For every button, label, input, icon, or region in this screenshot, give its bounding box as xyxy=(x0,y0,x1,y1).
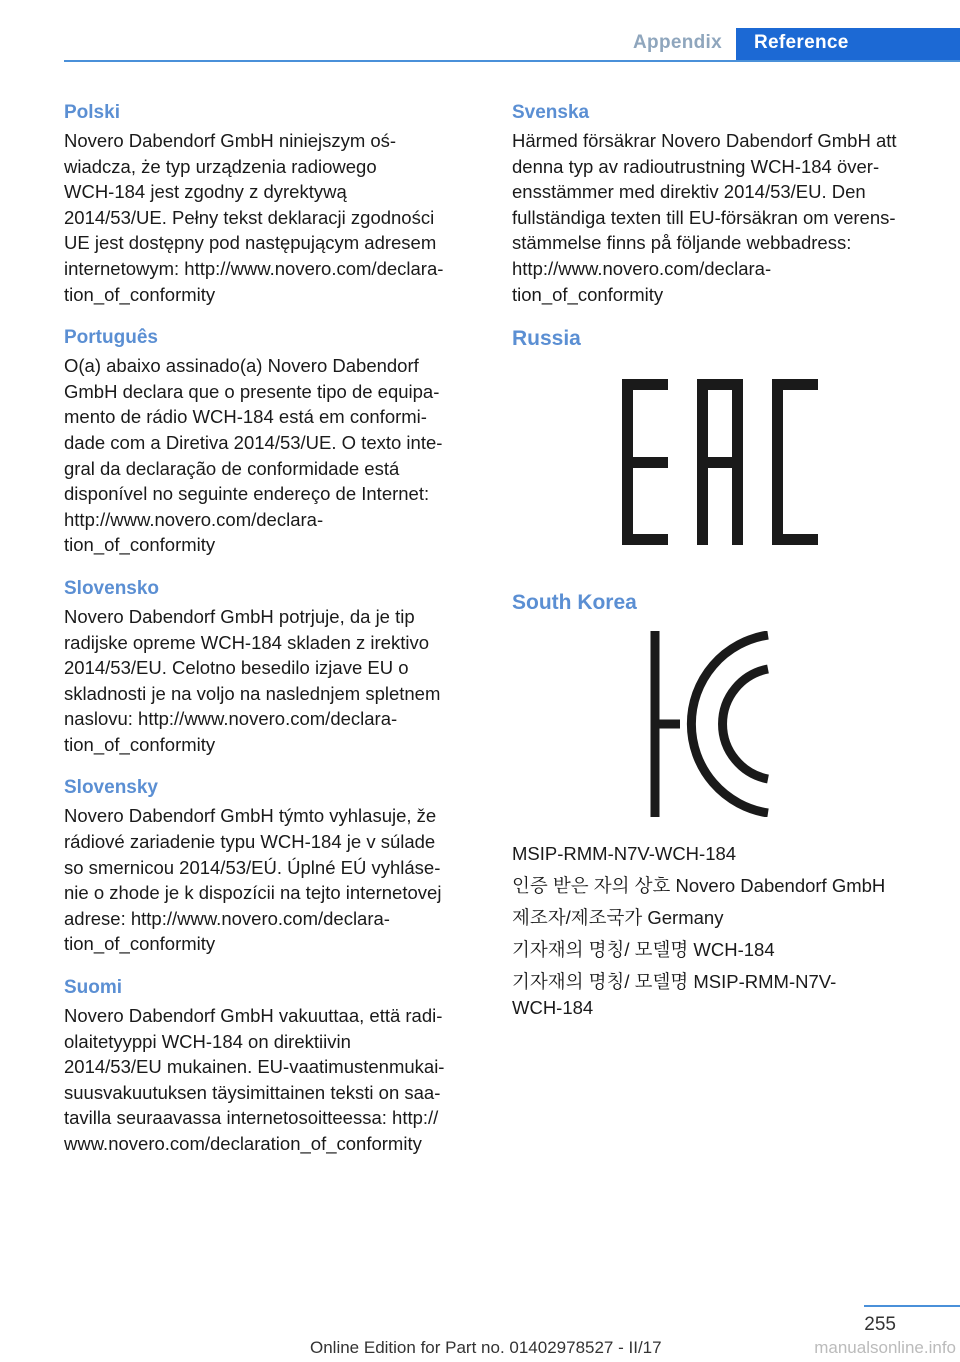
text-slovensky: Novero Dabendorf GmbH týmto vyhlasuje, že rádiové zariadenie typu WCH-184 je v súlade so smernicou 2014/53/EÚ. Úplné EÚ vyhláse- nie o zhode je k dispozícii na tejto internetovej adrese: http://www.novero.com/declara- tion_of_conformity xyxy=(64,805,442,955)
kc-mark-icon xyxy=(650,631,770,817)
text-svenska: Härmed försäkrar Novero Dabendorf GmbH att denna typ av radioutrustning WCH-184 över- ensstämmer med direktiv 2014/53/EU. Den fullständiga texten till EU-försäkran om verens- stämmelse finns på följande webbadress: http://www.novero.com/declara- tion_of_conformity xyxy=(512,130,897,305)
section-south-korea xyxy=(512,589,928,1021)
footer-rule xyxy=(864,1305,960,1307)
kc-line-5: 기자재의 명칭/ 모델명 MSIP-RMM-N7V- WCH-184 xyxy=(512,971,837,1019)
heading-suomi: Suomi xyxy=(64,977,123,999)
section-svenska xyxy=(512,100,928,307)
korea-certification-info xyxy=(512,841,928,1021)
tab-reference[interactable]: Reference xyxy=(736,28,960,62)
header-rule xyxy=(64,60,960,62)
heading-slovensky: Slovensky xyxy=(64,777,158,799)
section-portugues xyxy=(64,325,480,558)
heading-svenska: Svenska xyxy=(512,102,590,123)
tab-appendix[interactable]: Appendix xyxy=(633,32,722,53)
kc-line-3: 제조자/제조국가 Germany xyxy=(512,907,724,929)
section-suomi xyxy=(64,975,480,1157)
text-slovensko: Novero Dabendorf GmbH potrjuje, da je tip radijske opreme WCH-184 skladen z irektivo 2014/53/EU. Celotno besedilo izjave EU o skladnosti je na voljo na naslednjem spletnem naslovu: http://www.novero.com/declara- tion_of_conformity xyxy=(64,605,441,755)
section-slovensky xyxy=(64,775,480,957)
header-bar xyxy=(64,28,960,62)
eac-mark-icon xyxy=(622,379,818,545)
text-suomi: Novero Dabendorf GmbH vakuuttaa, että radi- olaitetyyppi WCH-184 on direktiivin 2014/53/EU mukainen. EU-vaatimustenmukai- suusvakuutuksen täysimittainen teksti on saa- tavilla seuraavassa internetosoitteessa: http:// www.novero.com/declaration_of_conformity xyxy=(64,1005,445,1154)
section-polski xyxy=(64,100,480,307)
left-column xyxy=(64,100,480,1175)
section-russia xyxy=(512,325,928,545)
page-number: 255 xyxy=(864,1314,896,1335)
kc-line-1: MSIP-RMM-N7V-WCH-184 xyxy=(512,843,737,865)
heading-slovensko: Slovensko xyxy=(64,577,160,599)
right-column xyxy=(512,100,928,1039)
text-polski: Novero Dabendorf GmbH niniejszym oś- wiadcza, że typ urządzenia radiowego WCH-184 jest zgodny z dyrektywą 2014/53/UE. Pełny tekst deklaracji zgodności UE jest dostępny pod następującym adresem internetowym: http://www.novero.com/declara- tion_of_conformity xyxy=(64,130,444,305)
edition-text: Online Edition for Part no. 01402978527 - II/17 xyxy=(310,1338,662,1357)
kc-line-4: 기자재의 명칭/ 모델명 WCH-184 xyxy=(512,939,775,961)
heading-portugues: Português xyxy=(64,327,158,349)
heading-polski: Polski xyxy=(64,102,120,123)
section-slovensko xyxy=(64,576,480,758)
text-portugues: O(a) abaixo assinado(a) Novero Dabendorf GmbH declara que o presente tipo de equipa- mento de rádio WCH-184 está em conformi- dade com a Diretiva 2014/53/UE. O texto inte- gral da declaração de conformidade está disponível no seguinte endereço de Internet: http://www.novero.com/declara- tion_of_conformity xyxy=(64,355,443,556)
watermark-text: manualsonline.info xyxy=(814,1338,956,1357)
kc-line-2: 인증 받은 자의 상호 Novero Dabendorf GmbH xyxy=(512,875,886,897)
heading-south-korea: South Korea xyxy=(512,591,637,615)
heading-russia: Russia xyxy=(512,327,581,351)
